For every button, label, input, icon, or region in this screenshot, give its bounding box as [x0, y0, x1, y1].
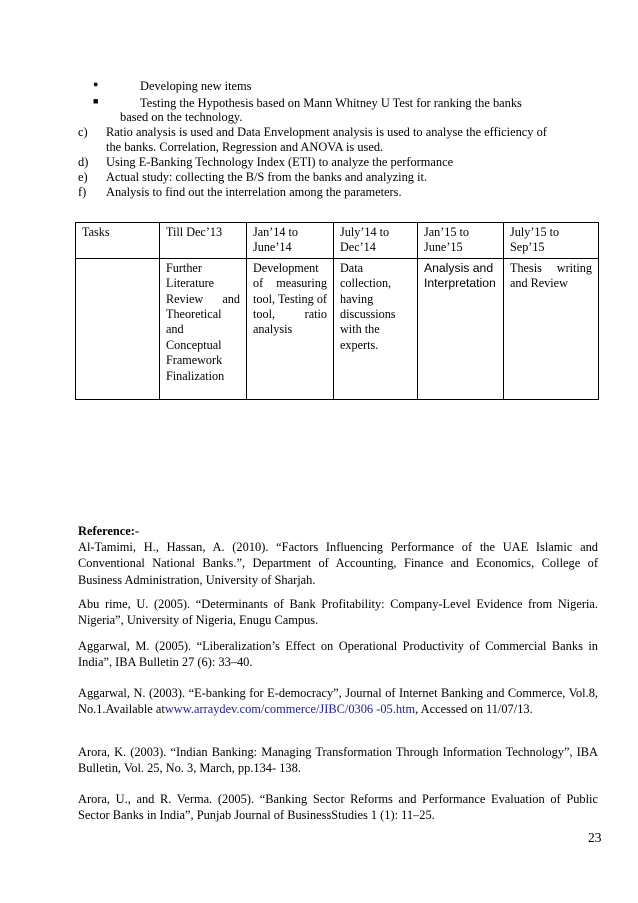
header-cell: July’15 to Sep’15 — [504, 223, 599, 259]
table-row — [76, 258, 599, 399]
table-cell: Further Literature Review and Theoretical and Conceptual Framework Finalization — [160, 258, 247, 399]
reference-entry: Arora, U., and R. Verma. (2005). “Banking Sector Reforms and Performance Evaluation of Public Sector Banks in India”, Punjab Journal of BusinessStudies 1 (1): 11–25. — [78, 792, 598, 823]
reference-entry: Aggarwal, M. (2005). “Liberalization’s Effect on Operational Productivity of Commercial Banks in India”, IBA Bulletin 27 (6): 33–40. — [78, 639, 598, 670]
timeline-table — [75, 222, 599, 400]
table-cell: Analysis and Interpretation — [418, 258, 504, 399]
table-cell: Thesis writing and Review — [504, 258, 599, 399]
item-label: e) — [78, 170, 88, 184]
item-text: Using E-Banking Technology Index (ETI) to analyze the performance — [106, 155, 454, 169]
reference-entry: Al-Tamimi, H., Hassan, A. (2010). “Factors Influencing Performance of the UAE Islamic and Conventional National Banks.”, Department of Accounting, Finance and Economics, College of Business Administration, University of Sharjah. — [78, 540, 598, 587]
item-text: Actual study: collecting the B/S from the banks and analyzing it. — [106, 170, 428, 184]
list-item — [0, 170, 638, 185]
bullet-continuation: based on the technology. — [120, 110, 243, 124]
list-item — [0, 125, 638, 140]
item-text-continuation: the banks. Correlation, Regression and ANOVA is used. — [106, 140, 384, 154]
table-cell: Development of measuring tool, Testing of tool, ratio analysis — [247, 258, 334, 399]
item-text: Ratio analysis is used and Data Envelopment analysis is used to analyse the efficiency of — [106, 125, 547, 139]
table-cell: Data collection, having discussions with the experts. — [334, 258, 418, 399]
header-cell: July’14 to Dec’14 — [334, 223, 418, 259]
item-label: c) — [78, 125, 88, 139]
item-label: d) — [78, 155, 89, 169]
item-text: Analysis to find out the interrelation among the parameters. — [106, 185, 402, 199]
list-item — [0, 155, 638, 170]
item-label: f) — [78, 185, 87, 199]
page-number: 23 — [588, 830, 602, 845]
reference-text-after: , Accessed on 11/07/13. — [415, 702, 533, 717]
reference-entry: Arora, K. (2003). “Indian Banking: Managing Transformation Through Information Technology”, IBA Bulletin, Vol. 25, No. 3, March, pp.134- 138. — [78, 745, 598, 776]
header-cell: Tasks — [76, 223, 160, 259]
bullet-icon: ● — [93, 79, 99, 89]
reference-entry — [78, 685, 598, 718]
bullet-text: Testing the Hypothesis based on Mann Whitney U Test for ranking the banks — [140, 96, 522, 110]
table-header-row — [76, 223, 599, 259]
bullet-icon: ■ — [93, 96, 99, 106]
header-cell: Till Dec’13 — [160, 223, 247, 259]
list-item — [0, 185, 638, 200]
header-cell: Jan’14 to June’14 — [247, 223, 334, 259]
reference-text: Aggarwal, N. (2003). “E-banking for E-democracy”, Journal of Internet Banking and Commerce, Vol.8, No.1.Available at — [78, 686, 598, 717]
reference-entry: Abu rime, U. (2005). “Determinants of Bank Profitability: Company-Level Evidence from Nigeria. Nigeria”, University of Nigeria, Enugu Campus. — [78, 597, 598, 628]
table-cell — [76, 258, 160, 399]
references-heading: Reference:- — [78, 524, 139, 538]
bullet-text: Developing new items — [140, 79, 252, 93]
header-cell: Jan’15 to June’15 — [418, 223, 504, 259]
reference-link[interactable]: www.arraydev.com/commerce/JIBC/0306 -05.htm — [164, 702, 416, 717]
